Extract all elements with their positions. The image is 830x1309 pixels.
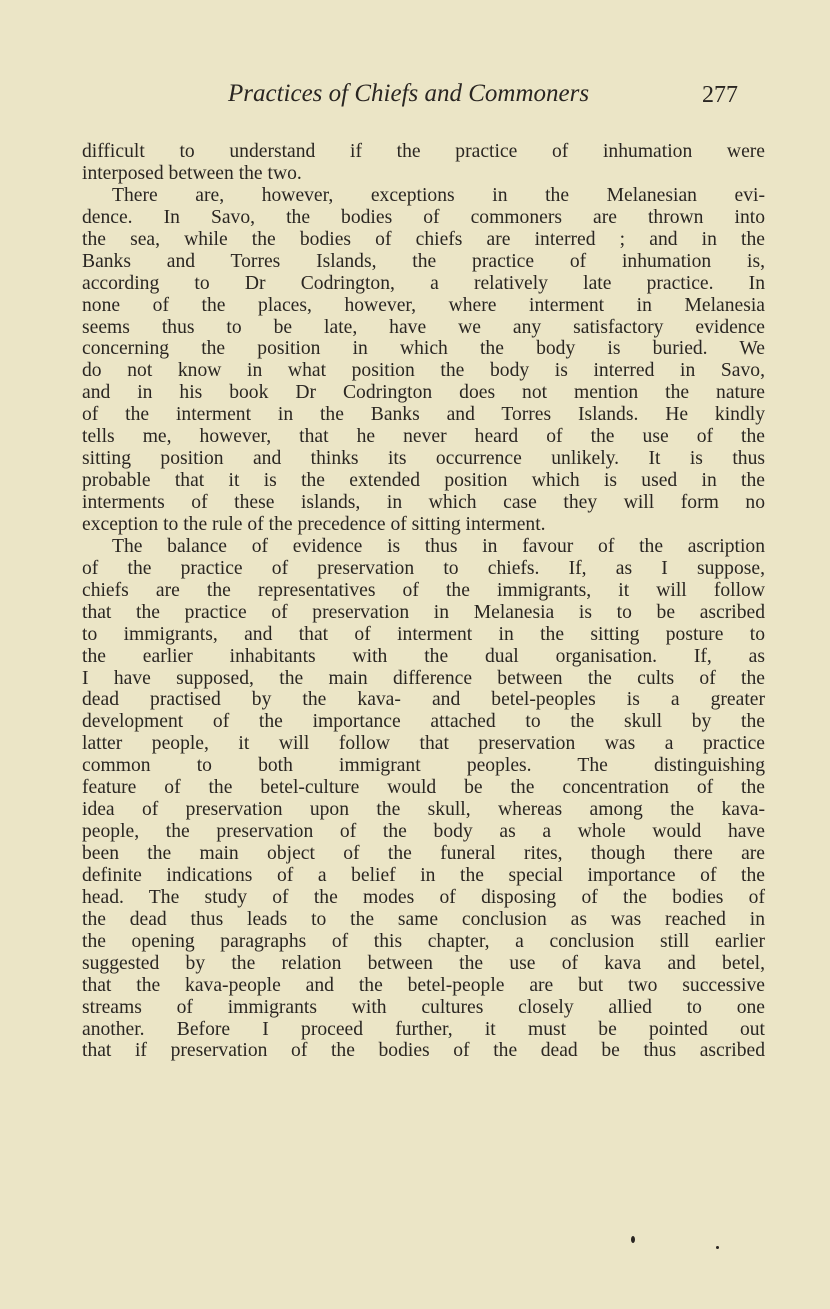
scan-speck [631,1236,635,1243]
text-line: I have supposed, the main difference between the cults of the [82,667,765,689]
text-line: common to both immigrant peoples. The distinguishing [82,755,765,777]
text-line: concerning the position in which the body is buried. We [82,338,765,360]
text-line: according to Dr Codrington, a relatively late practice. In [82,272,765,294]
text-line: probable that it is the extended position which is used in the [82,470,765,492]
text-line: development of the importance attached to the skull by the [82,711,765,733]
text-line: suggested by the relation between the use of kava and betel, [82,952,765,974]
text-line: idea of preservation upon the skull, whereas among the kava- [82,799,765,821]
text-line: the earlier inhabitants with the dual organisation. If, as [82,645,765,667]
text-line: interposed between the two. [82,162,302,184]
text-line: dead practised by the kava- and betel-peoples is a greater [82,689,765,711]
text-line: There are, however, exceptions in the Melanesian evi- [112,184,765,206]
text-line: the dead thus leads to the same conclusion as was reached in [82,908,765,930]
body-text [82,141,765,1062]
text-line: latter people, it will follow that preservation was a practice [82,733,765,755]
text-line: the sea, while the bodies of chiefs are interred ; and in the [82,228,765,250]
text-line: streams of immigrants with cultures closely allied to one [82,996,765,1018]
text-line: do not know in what position the body is interred in Savo, [82,360,765,382]
text-line: of the practice of preservation to chiefs. If, as I suppose, [82,557,765,579]
text-line: definite indications of a belief in the special importance of the [82,864,765,886]
text-line: and in his book Dr Codrington does not mention the nature [82,382,765,404]
text-line: tells me, however, that he never heard of the use of the [82,426,765,448]
text-line: interments of these islands, in which case they will form no [82,492,765,513]
text-line: to immigrants, and that of interment in the sitting posture to [82,623,765,645]
text-line: seems thus to be late, have we any satisfactory evidence [82,316,765,338]
text-line: difficult to understand if the practice of inhumation were [82,141,765,162]
text-line: dence. In Savo, the bodies of commoners are thrown into [82,206,765,228]
text-line: The balance of evidence is thus in favour of the ascription [112,535,765,557]
running-title: Practices of Chiefs and Commoners [228,80,590,107]
text-line: been the main object of the funeral rites, though there are [82,843,765,864]
text-line: people, the preservation of the body as a whole would have [82,821,765,843]
text-line: another. Before I proceed further, it must be pointed out [82,1018,765,1040]
text-line: that if preservation of the bodies of the dead be thus ascribed [82,1040,765,1062]
page-number: 277 [702,82,738,108]
text-line: the opening paragraphs of this chapter, a conclusion still earlier [82,930,765,952]
text-line: chiefs are the representatives of the immigrants, it will follow [82,579,765,601]
text-line: Banks and Torres Islands, the practice of inhumation is, [82,250,765,272]
text-line: that the practice of preservation in Melanesia is to be ascribed [82,601,765,623]
text-line: head. The study of the modes of disposing of the bodies of [82,886,765,908]
text-line: exception to the rule of the precedence of sitting interment. [82,513,546,535]
text-line: of the interment in the Banks and Torres Islands. He kindly [82,404,765,426]
text-line: sitting position and thinks its occurrence unlikely. It is thus [82,448,765,470]
text-line: feature of the betel-culture would be the concentration of the [82,777,765,799]
text-line: that the kava-people and the betel-people are but two successive [82,974,765,996]
scan-speck [716,1246,719,1249]
text-line: none of the places, however, where interment in Melanesia [82,294,765,316]
